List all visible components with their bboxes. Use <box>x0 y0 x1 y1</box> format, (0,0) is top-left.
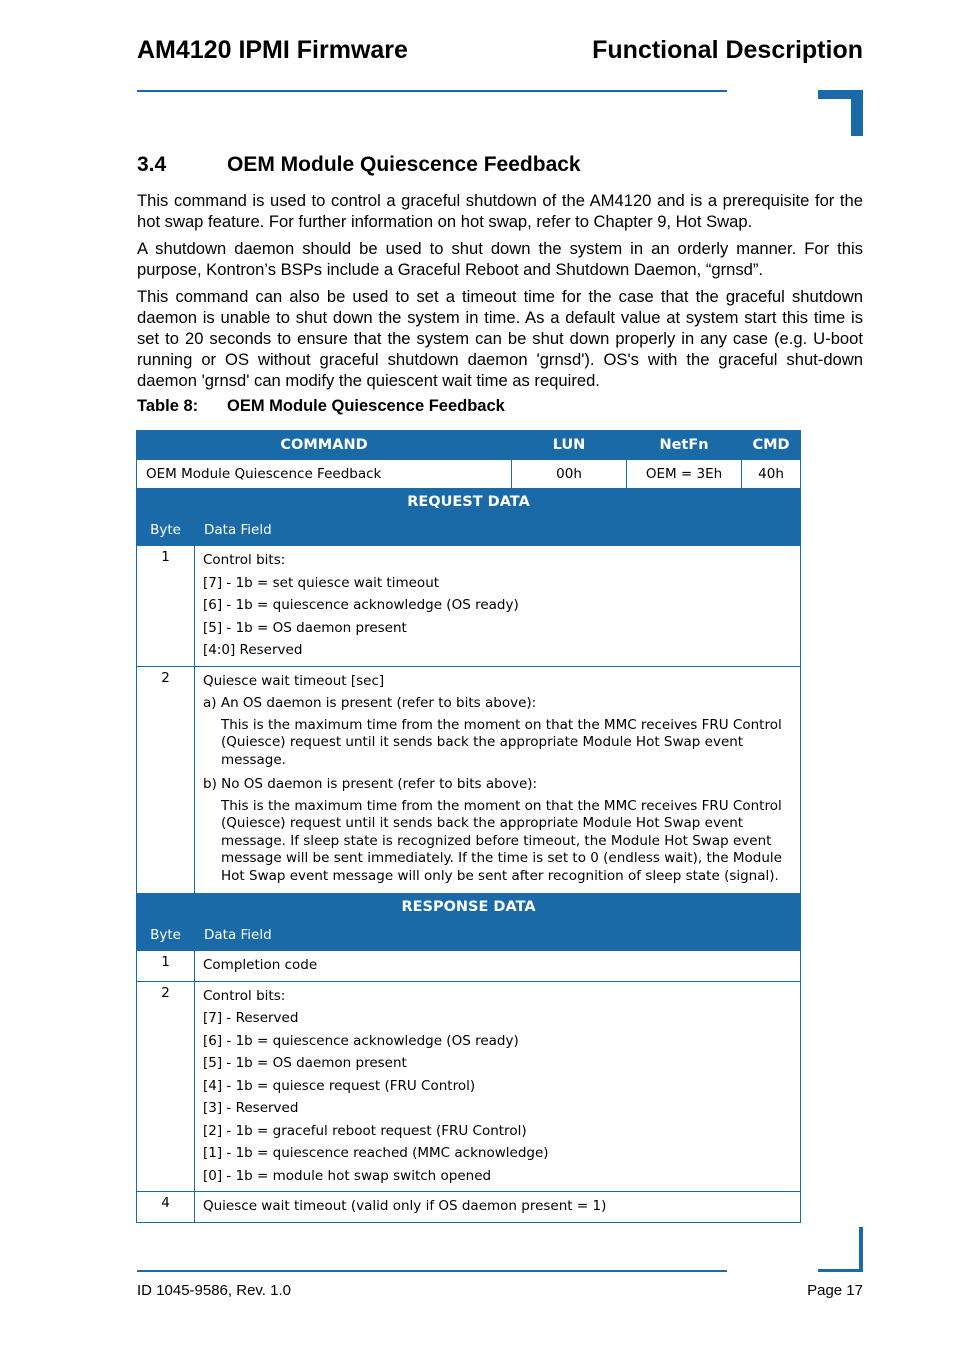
field-line: [5] - 1b = OS daemon present <box>203 1055 407 1071</box>
response-band <box>137 894 801 951</box>
field-line: Quiesce wait timeout [sec] <box>203 672 385 689</box>
request-byte-label: Byte <box>150 522 181 538</box>
header-rule <box>137 90 727 92</box>
data-field-cell <box>195 666 801 894</box>
command-cmd: 40h <box>742 460 801 489</box>
table-caption-title: OEM Module Quiescence Feedback <box>227 397 505 415</box>
byte-cell: 2 <box>137 981 195 1192</box>
body-text <box>137 190 863 397</box>
paragraph: This command is used to control a graceful shutdown of the AM4120 and is a prerequisite for the hot swap feature. For further information on hot swap, refer to Chapter 9, Hot Swap. <box>137 191 863 231</box>
table-row <box>137 1192 801 1223</box>
table-caption-label: Table 8: <box>137 397 199 415</box>
command-row <box>137 460 801 489</box>
field-line: [3] - Reserved <box>203 1100 299 1116</box>
footer-page-number: Page 17 <box>807 1282 863 1299</box>
response-byte-label: Byte <box>150 927 181 943</box>
footer-rule <box>137 1270 727 1272</box>
table-row <box>137 951 801 982</box>
footer-doc-id: ID 1045-9586, Rev. 1.0 <box>137 1282 291 1299</box>
chapter-title: Functional Description <box>592 36 863 64</box>
header-cmd: CMD <box>742 431 801 460</box>
footer-corner-mark-horizontal <box>818 1269 863 1272</box>
byte-cell: 4 <box>137 1192 195 1223</box>
command-table <box>136 430 801 1223</box>
command-lun: 00h <box>512 460 627 489</box>
data-field-cell <box>195 546 801 667</box>
field-description: This is the maximum time from the moment on that the MMC receives FRU Control (Quiesce) request until it sends back the appropriate Module Hot Swap event message. <box>221 716 782 768</box>
field-line: Control bits: <box>203 552 286 568</box>
request-band <box>137 489 801 546</box>
field-line: Control bits: <box>203 987 286 1004</box>
request-field-label: Data Field <box>204 522 272 538</box>
field-line: [5] - 1b = OS daemon present <box>203 619 407 636</box>
command-netfn: OEM = 3Eh <box>627 460 742 489</box>
field-line: [7] - Reserved <box>203 1010 299 1026</box>
table-row <box>137 546 801 667</box>
document-title: AM4120 IPMI Firmware <box>137 36 408 64</box>
data-field-cell <box>195 1192 801 1223</box>
table-header-row <box>137 431 801 460</box>
field-line: Completion code <box>203 957 318 973</box>
field-line: [0] - 1b = module hot swap switch opened <box>203 1167 492 1184</box>
request-subheader <box>137 515 800 545</box>
response-subheader <box>137 920 800 950</box>
response-field-label: Data Field <box>204 927 272 943</box>
field-line: [2] - 1b = graceful reboot request (FRU Control) <box>203 1122 527 1139</box>
field-line: [6] - 1b = quiescence acknowledge (OS ready) <box>203 597 519 613</box>
field-line: a) An OS daemon is present (refer to bits above): <box>203 695 537 711</box>
header-corner-mark-vertical <box>851 90 863 136</box>
paragraph: This command can also be used to set a timeout time for the case that the graceful shutdown daemon is unable to shut down the system in time. As a default value at system start this time is set to 20 seconds to ensure that the system can be shut down properly in any case (e.g. U-boot running or OS without graceful shutdown daemon 'grnsd'). OS's with the graceful shut-down daemon 'grnsd' can modify the quiescent wait time as required. <box>137 287 863 390</box>
paragraph: A shutdown daemon should be used to shut down the system in an orderly manner. For this purpose, Kontron’s BSPs include a Graceful Reboot and Shutdown Daemon, “grnsd”. <box>137 239 863 279</box>
field-line: [4] - 1b = quiesce request (FRU Control) <box>203 1077 476 1094</box>
request-data-title: REQUEST DATA <box>407 494 530 510</box>
field-line: [1] - 1b = quiescence reached (MMC acknowledge) <box>203 1145 549 1161</box>
byte-cell: 1 <box>137 546 195 667</box>
field-line: Quiesce wait timeout (valid only if OS daemon present = 1) <box>203 1198 607 1214</box>
header-netfn: NetFn <box>627 431 742 460</box>
byte-cell: 1 <box>137 951 195 982</box>
table-row <box>137 981 801 1192</box>
header-command: COMMAND <box>137 431 512 460</box>
table-row <box>137 666 801 894</box>
section-heading <box>137 153 581 177</box>
section-number: 3.4 <box>137 153 167 176</box>
field-line: [6] - 1b = quiescence acknowledge (OS ready) <box>203 1032 519 1049</box>
table-caption <box>137 397 505 416</box>
field-description: This is the maximum time from the moment on that the MMC receives FRU Control (Quiesce) request until it sends back the appropriate Module Hot Swap event message. If sleep state is recognized before timeout, the Module Hot Swap event message will be sent immediately. If the time is set to 0 (endless wait), the Module Hot Swap event message will only be sent after recognition of sleep state (signal). <box>221 797 782 884</box>
field-line: b) No OS daemon is present (refer to bits above): <box>203 776 538 792</box>
command-name: OEM Module Quiescence Feedback <box>137 460 512 489</box>
section-title: OEM Module Quiescence Feedback <box>227 153 581 176</box>
data-field-cell <box>195 951 801 982</box>
header-lun: LUN <box>512 431 627 460</box>
request-band-cell <box>137 489 801 546</box>
data-field-cell <box>195 981 801 1192</box>
response-data-title: RESPONSE DATA <box>401 899 536 915</box>
field-line: [7] - 1b = set quiesce wait timeout <box>203 574 440 591</box>
response-band-cell <box>137 894 801 951</box>
byte-cell: 2 <box>137 666 195 894</box>
field-line: [4:0] Reserved <box>203 642 303 658</box>
footer-corner-mark <box>859 1227 863 1272</box>
